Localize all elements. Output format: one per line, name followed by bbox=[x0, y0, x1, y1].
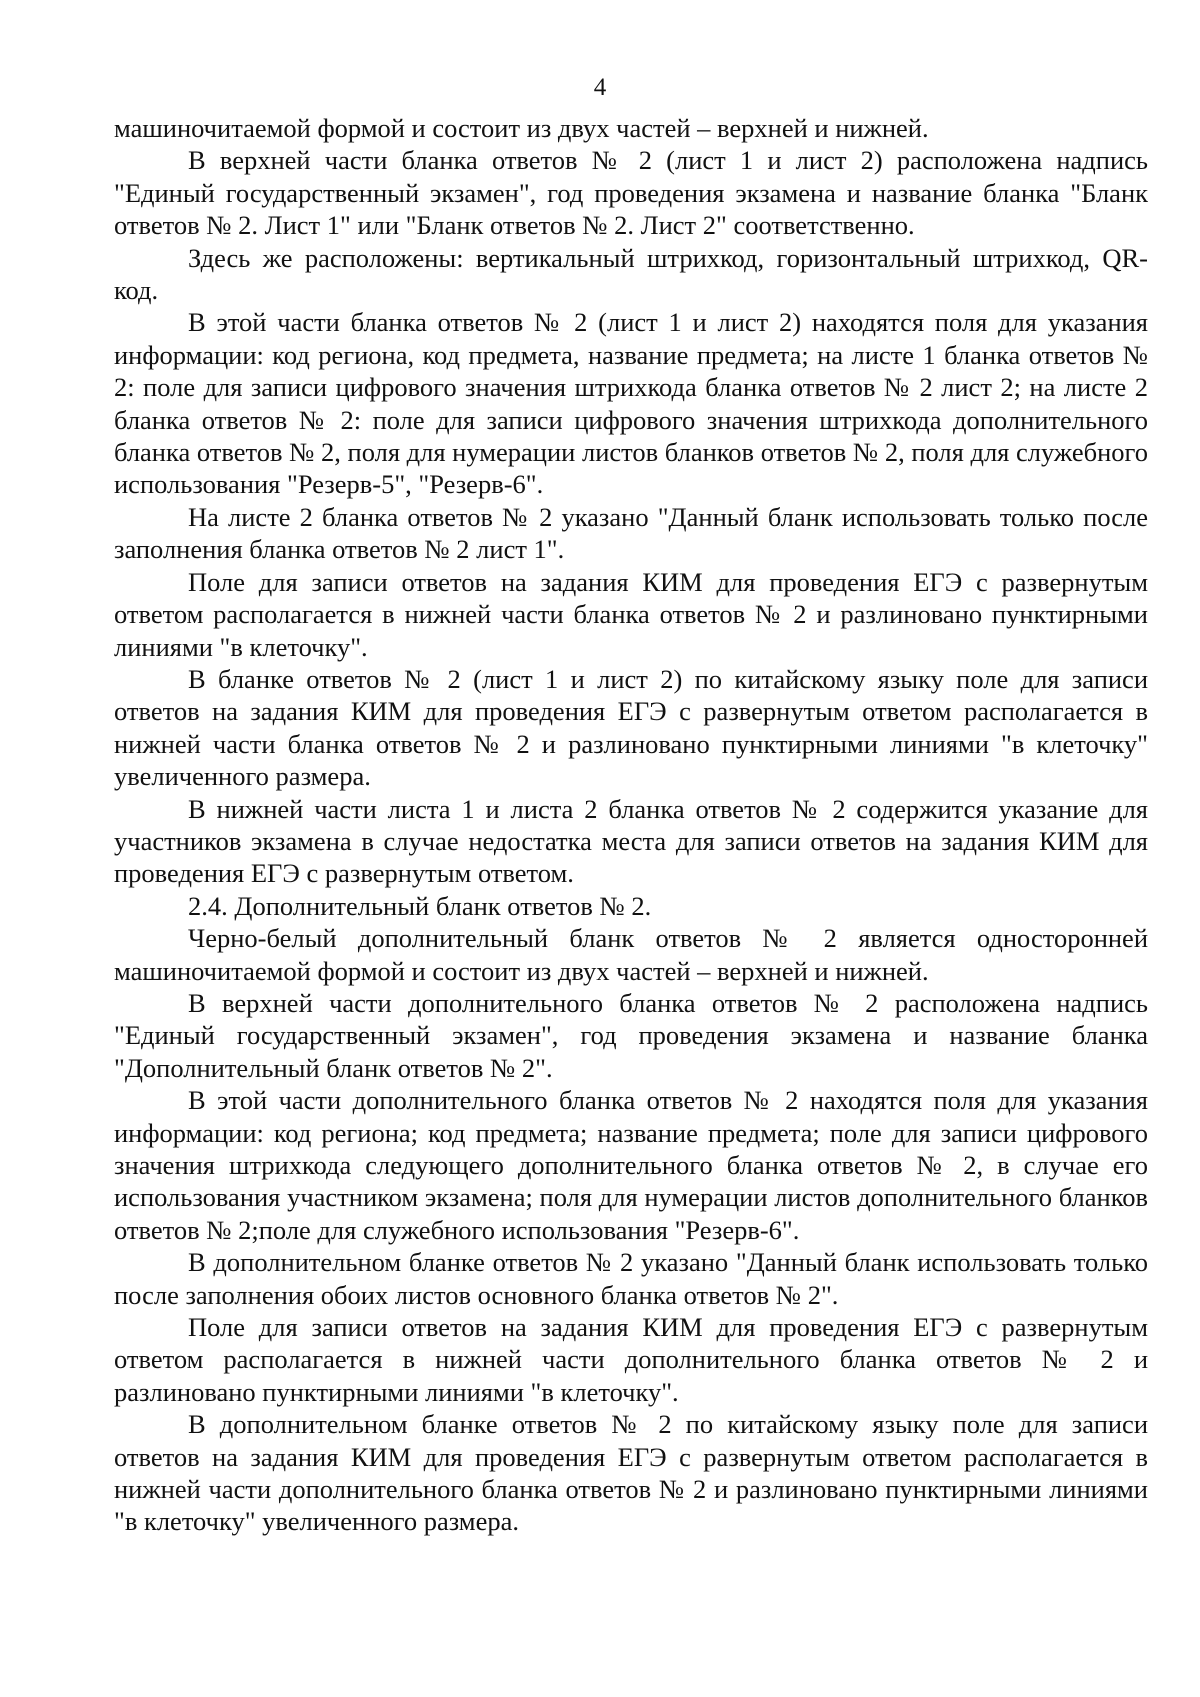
paragraph-continuation: машиночитаемой формой и состоит из двух частей – верхней и нижней. bbox=[114, 113, 929, 143]
paragraph-lack-of-space-note: В нижней части листа 1 и листа 2 бланка ответов № 2 содержится указание для участников экзамена в случае недостатка места для записи ответов на задания КИМ для проведения ЕГЭ с развернутым ответом. bbox=[114, 793, 1148, 889]
paragraph-additional-top-inscription: В верхней части дополнительного бланка ответов № 2 расположена надпись "Единый государственный экзамен", год проведения экзамена и название бланка "Дополнительный бланк ответов № 2". bbox=[114, 987, 1148, 1083]
paragraph-additional-answer-field: Поле для записи ответов на задания КИМ для проведения ЕГЭ с развернутым ответом располагается в нижней части дополнительного бланка ответов № 2 и разлиновано пунктирными линиями "в клеточку". bbox=[114, 1312, 1148, 1407]
paragraph-additional-usage-note: В дополнительном бланке ответов № 2 указано "Данный бланк использовать только после заполнения обоих листов основного бланка ответов № 2". bbox=[114, 1247, 1148, 1310]
section-heading-2-4: 2.4. Дополнительный бланк ответов № 2. bbox=[188, 890, 652, 921]
paragraph-chinese-answer-field: В бланке ответов № 2 (лист 1 и лист 2) по китайскому языку поле для записи ответов на задания КИМ для проведения ЕГЭ с развернутым ответом располагается в нижней части бланка ответов № 2 и разлиновано пунктирными линиями "в клеточку" увеличенного размера. bbox=[114, 663, 1148, 792]
paragraph-answer-field: Поле для записи ответов на задания КИМ для проведения ЕГЭ с развернутым ответом располагается в нижней части бланка ответов № 2 и разлиновано пунктирными линиями "в клеточку". bbox=[114, 566, 1148, 662]
document-body bbox=[114, 112, 1148, 1538]
paragraph-sheet2-info-fields: В этой части бланка ответов № 2 (лист 1 и лист 2) находятся поля для указания информации: код региона, код предмета, название предмета; на листе 1 бланка ответов № 2: поле для записи цифрового значения штрихкода бланка ответов № 2 лист 2; на листе 2 бланка ответов № 2: поле для записи цифрового значения штрихкода дополнительного бланка ответов № 2, поля для нумерации листов бланков ответов № 2, поля для служебного использования "Резерв-5", "Резерв-6". bbox=[114, 307, 1148, 500]
paragraph-barcodes: Здесь же расположены: вертикальный штрихкод, горизонтальный штрихкод, QR-код. bbox=[114, 242, 1148, 306]
paragraph-additional-chinese-answer-field: В дополнительном бланке ответов № 2 по китайскому языку поле для записи ответов на задания КИМ для проведения ЕГЭ с развернутым ответом располагается в нижней части дополнительного бланка ответов № 2 и разлиновано пунктирными линиями "в клеточку" увеличенного размера. bbox=[114, 1409, 1148, 1537]
paragraph-additional-form-description: Черно-белый дополнительный бланк ответов № 2 является односторонней машиночитаемой формой и состоит из двух частей – верхней и нижней. bbox=[114, 923, 1148, 986]
paragraph-sheet2-usage-note: На листе 2 бланка ответов № 2 указано "Данный бланк использовать только после заполнения бланка ответов № 2 лист 1". bbox=[114, 501, 1148, 565]
paragraph-sheet2-top-inscription: В верхней части бланка ответов № 2 (лист 1 и лист 2) расположена надпись "Единый государственный экзамен", год проведения экзамена и название бланка "Бланк ответов № 2. Лист 1" или "Бланк ответов № 2. Лист 2" соответственно. bbox=[114, 145, 1148, 241]
page-number: 4 bbox=[593, 74, 607, 101]
paragraph-additional-info-fields: В этой части дополнительного бланка ответов № 2 находятся поля для указания информации: код региона; код предмета; название предмета; поле для записи цифрового значения штрихкода следующего дополнительного бланка ответов № 2, в случае его использования участником экзамена; поля для нумерации листов дополнительного бланков ответов № 2;поле для служебного использования "Резерв-6". bbox=[114, 1085, 1148, 1245]
